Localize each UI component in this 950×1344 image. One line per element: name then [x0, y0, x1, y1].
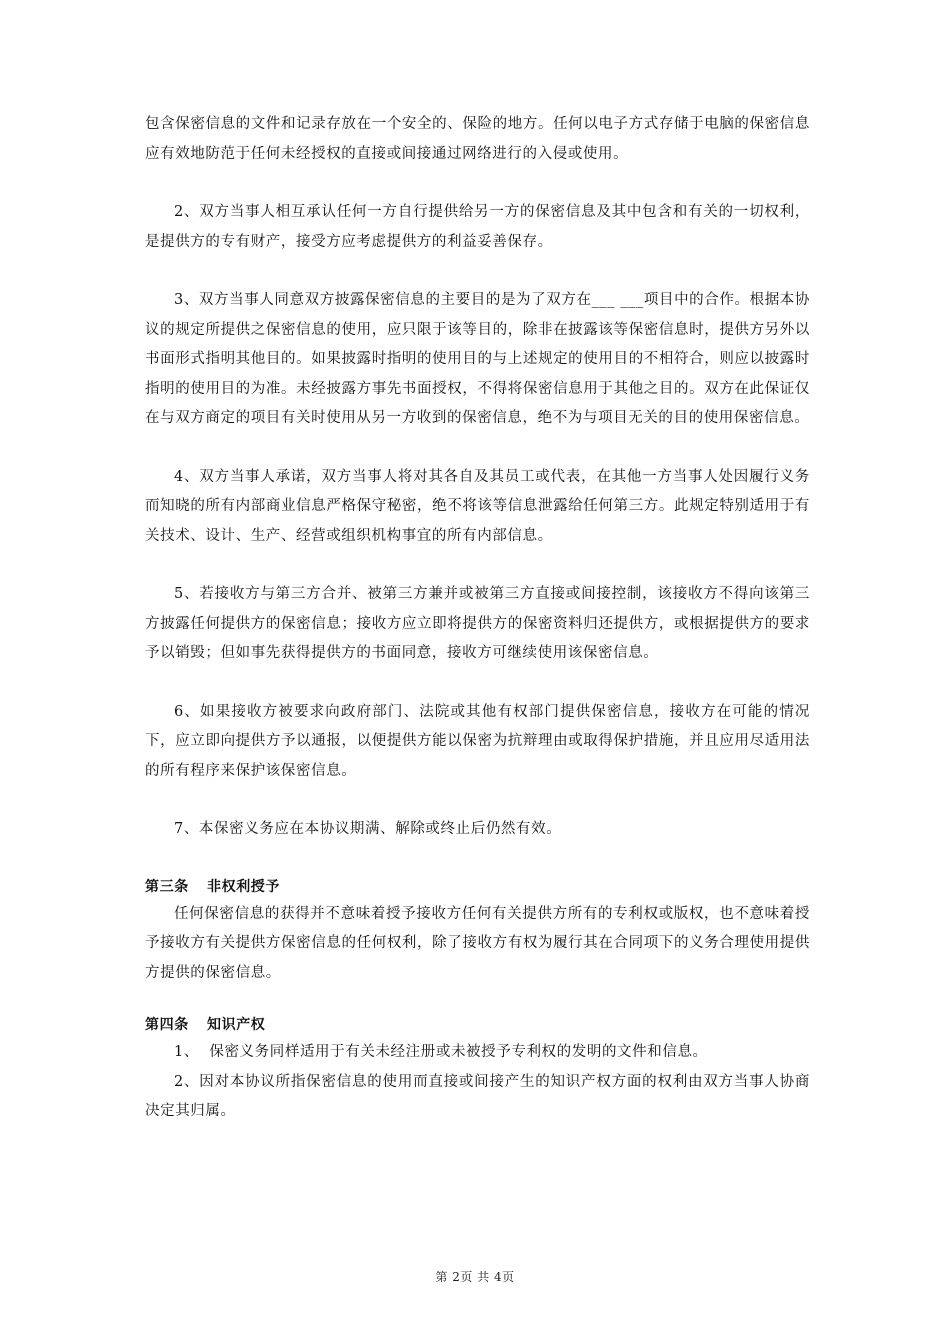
clause-3: 3、双方当事人同意双方披露保密信息的主要目的是为了双方在___ ___项目中的合作。根据本协议的规定所提供之保密信息的使用，应只限于该等目的，除非在披露该等保密信息时，提供方另外以书面形式指明其他目的。如果披露时指明的使用目的与上述规定的使用目的不相符合，则应以披露时指明的使用目的为准。未经披露方事先书面授权，不得将保密信息用于其他之目的。双方在此保证仅在与双方商定的项目有关时使用从另一方收到的保密信息，绝不为与项目无关的目的使用保密信息。 — [145, 292, 810, 426]
clause-5: 5、若接收方与第三方合并、被第三方兼并或被第三方直接或间接控制，该接收方不得向该第三方披露任何提供方的保密信息；接收方应立即将提供方的保密资料归还提供方，或根据提供方的要求予以销毁；但如事先获得提供方的书面同意，接收方可继续使用该保密信息。 — [145, 586, 810, 661]
article-3-heading — [145, 874, 810, 900]
clause-4: 4、双方当事人承诺，双方当事人将对其各自及其员工或代表，在其他一方当事人处因履行义务而知晓的所有内部商业信息严格保守秘密，绝不将该等信息泄露给任何第三方。此规定特别适用于有关技术、设计、生产、经营或组织机构事宜的所有内部信息。 — [145, 468, 810, 544]
article-3-body: 任何保密信息的获得并不意味着授予接收方任何有关提供方所有的专利权或版权，也不意味着授予接收方有关提供方保密信息的任何权利，除了接收方有权为履行其在合同项下的义务合理使用提供方提供的保密信息。 — [145, 905, 810, 981]
clause-2: 2、双方当事人相互承认任何一方自行提供给另一方的保密信息及其中包含和有关的一切权利，是提供方的专有财产，接受方应考虑提供方的利益妥善保存。 — [145, 204, 810, 250]
page-footer: 第 2页 共 4页 — [435, 1270, 515, 1284]
article-4-number: 第四条 — [145, 1017, 189, 1033]
clause-7: 7、本保密义务应在本协议期满、解除或终止后仍然有效。 — [174, 821, 562, 837]
clause-6: 6、如果接收方被要求向政府部门、法院或其他有权部门提供保密信息，接收方在可能的情况下，应立即向提供方予以通报，以便提供方能以保密为抗辩理由或取得保护措施，并且应用尽适用法的所有程序来保护该保密信息。 — [145, 703, 810, 779]
article-4-heading — [145, 1012, 810, 1038]
document-page — [145, 110, 810, 1127]
article-4-title: 知识产权 — [207, 1017, 266, 1033]
article-3-title: 非权利授予 — [207, 878, 280, 895]
article-4-item-2: 2、因对本协议所指保密信息的使用而直接或间接产生的知识产权方面的权利由双方当事人协商决定其归属。 — [145, 1073, 810, 1119]
article-4-item-1: 1、 保密义务同样适用于有关未经注册或未被授予专利权的发明的文件和信息。 — [174, 1044, 708, 1060]
article-3-number: 第三条 — [145, 878, 189, 895]
paragraph-continuation: 包含保密信息的文件和记录存放在一个安全的、保险的地方。任何以电子方式存储于电脑的保密信息应有效地防范于任何未经授权的直接或间接通过网络进行的入侵或使用。 — [145, 116, 810, 162]
